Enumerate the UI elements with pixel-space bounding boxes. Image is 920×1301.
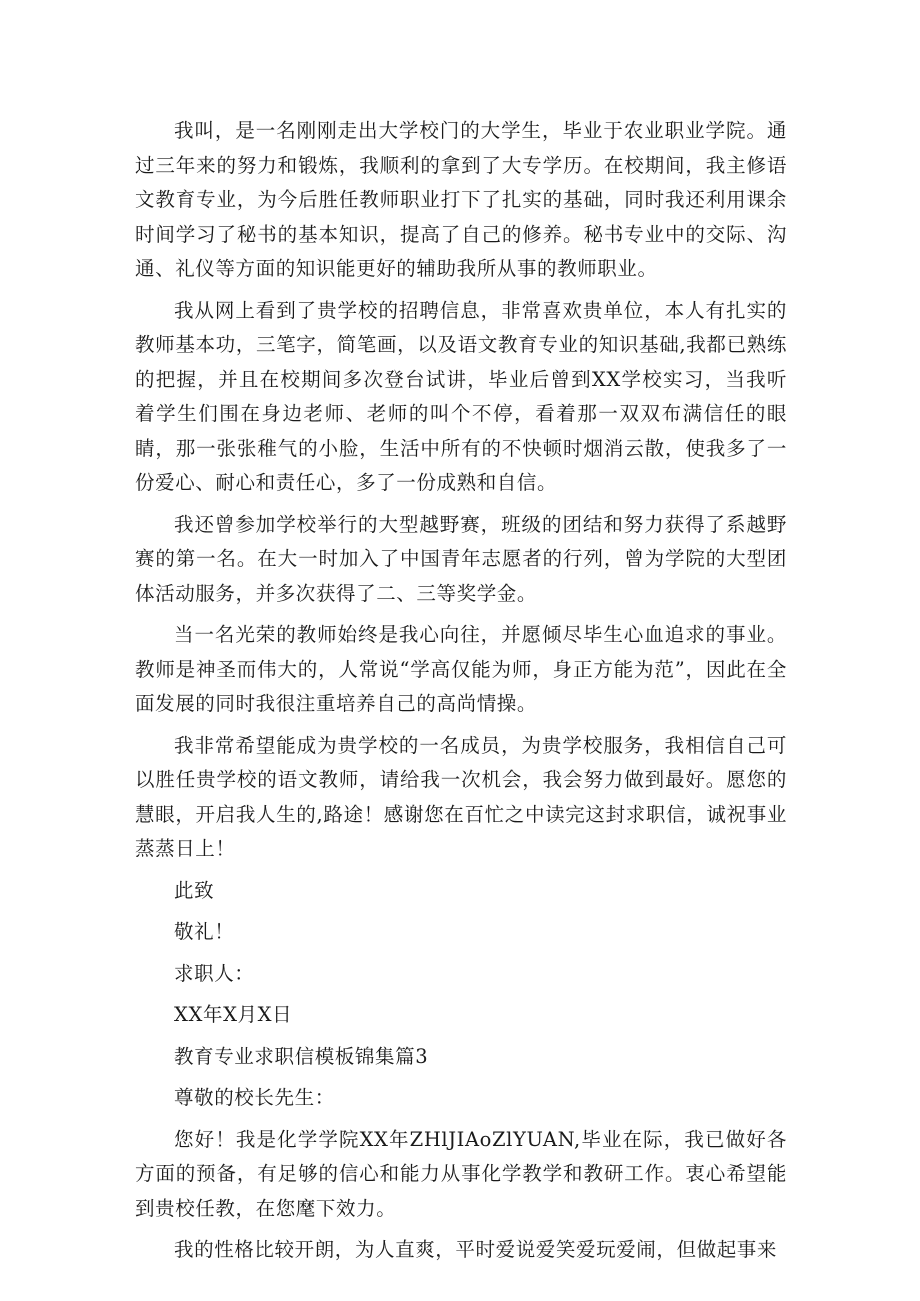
body-paragraph: 我非常希望能成为贵学校的一名成员，为贵学校服务，我相信自己可以胜任贵学校的语文教师，请给我一次机会，我会努力做到最好。愿您的慧眼，开启我人生的,路途！感谢您在百忙之中读完这封求职信，诚祝事业蒸蒸日上！ bbox=[135, 733, 787, 860]
body-paragraph: 当一名光荣的教师始终是我心向往，并愿倾尽毕生心血追求的事业。教师是神圣而伟大的，人常说“学高仅能为师，身正方能为范”，因此在全面发展的同时我很注重培养自己的高尚情操。 bbox=[135, 623, 787, 715]
signature-line: 求职人： bbox=[174, 961, 255, 985]
date-line: XX年X月X日 bbox=[174, 1003, 293, 1026]
letter-body bbox=[135, 114, 787, 1275]
body-paragraph: 我还曾参加学校举行的大型越野赛，班级的团结和努力获得了系越野赛的第一名。在大一时加入了中国青年志愿者的行列，曾为学院的大型团体活动服务，并多次获得了二、三等奖学金。 bbox=[135, 512, 787, 605]
body-paragraph: 我的性格比较开朗，为人直爽，平时爱说爱笑爱玩爱闹，但做起事来 bbox=[174, 1238, 778, 1261]
section-title: 教育专业求职信模板锦集篇3 bbox=[174, 1044, 429, 1068]
body-paragraph: 您好！我是化学学院XX年ZHlJIAoZlYUAN,毕业在际，我已做好各方面的预备，有足够的信心和能力从事化学教学和教研工作。衷心希望能到贵校任教，在您麾下效力。 bbox=[135, 1127, 787, 1220]
closing-line-2: 敬礼！ bbox=[174, 920, 235, 943]
salutation: 尊敬的校长先生： bbox=[174, 1086, 335, 1109]
body-paragraph: 我从网上看到了贵学校的招聘信息，非常喜欢贵单位，本人有扎实的教师基本功，三笔字，简笔画，以及语文教育专业的知识基础,我都已熟练的把握，并且在校期间多次登台试讲，毕业后曾到XX学校实习，当我听着学生们围在身边老师、老师的叫个不停，看着那一双双布满信任的眼睛，那一张张稚气的小脸，生活中所有的不快顿时烟消云散，使我多了一份爱心、耐心和责任心，多了一份成熟和自信。 bbox=[135, 298, 787, 494]
body-paragraph: 我叫，是一名刚刚走出大学校门的大学生，毕业于农业职业学院。通过三年来的努力和锻炼，我顺利的拿到了大专学历。在校期间，我主修语文教育专业，为今后胜任教师职业打下了扎实的基础，同时我还利用课余时间学习了秘书的基本知识，提高了自己的修养。秘书专业中的交际、沟通、礼仪等方面的知识能更好的辅助我所从事的教师职业。 bbox=[135, 119, 787, 280]
closing-line-1: 此致 bbox=[174, 878, 215, 902]
